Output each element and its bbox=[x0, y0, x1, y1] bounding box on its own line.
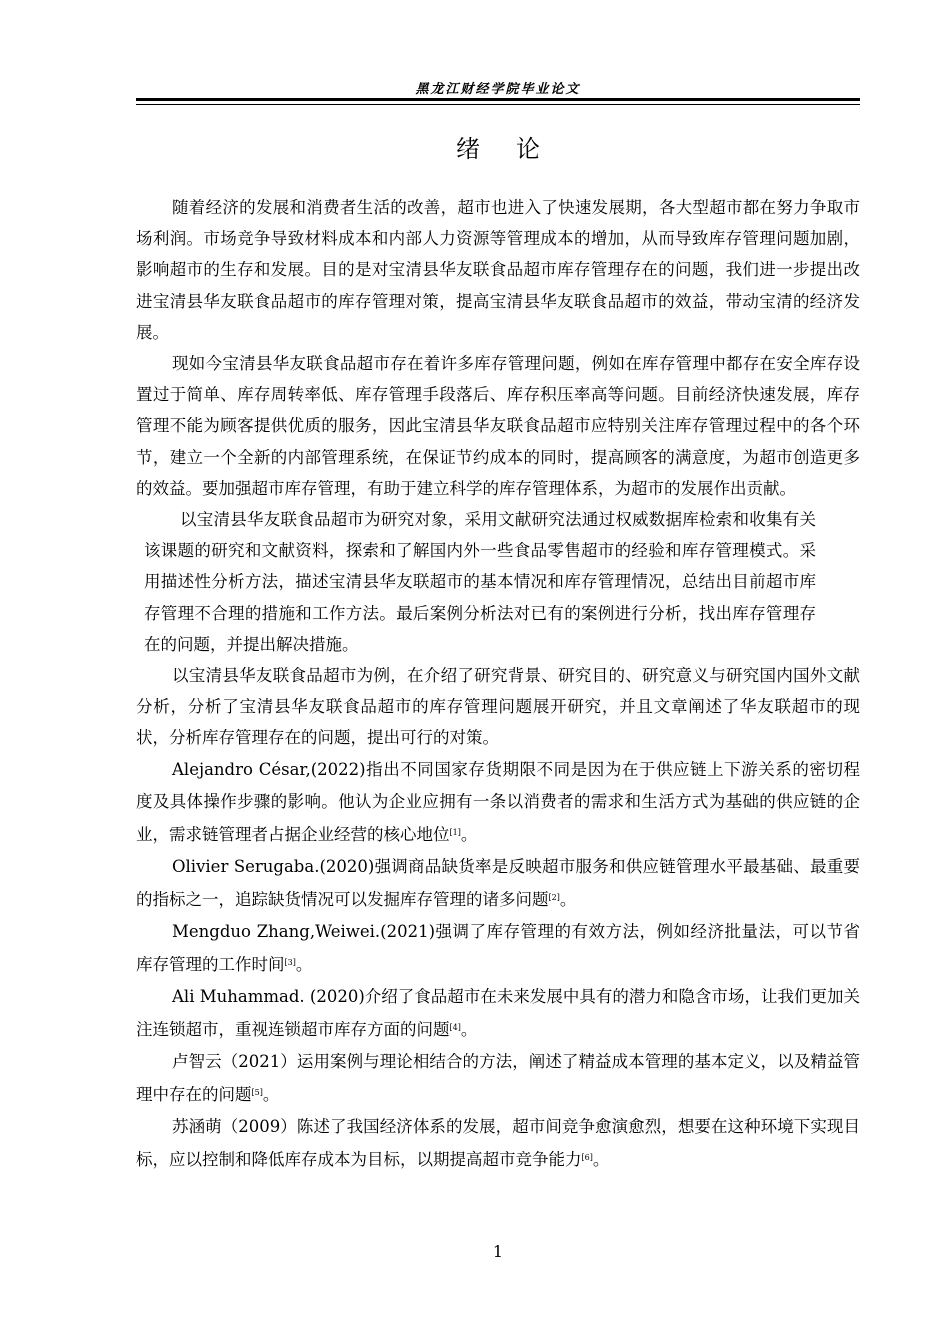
citation-ref: [4] bbox=[449, 1022, 461, 1032]
sentence-end: 。 bbox=[460, 824, 478, 844]
literature-text: Mengduo Zhang,Weiwei.(2021)强调了库存管理的有效方法，例如经济批量法，可以节省库存管理的工作时间 bbox=[136, 922, 860, 974]
literature-paragraph-3 bbox=[136, 916, 860, 981]
paragraph-4: 以宝清县华友联食品超市为例，在介绍了研究背景、研究目的、研究意义与研究国内国外文献分析，分析了宝清县华友联食品超市的库存管理问题展开研究，并且文章阐述了华友联超市的现状，分析库存管理存在的问题，提出可行的对策。 bbox=[136, 666, 860, 748]
sentence-end: 。 bbox=[559, 889, 577, 909]
literature-paragraph-1 bbox=[136, 754, 860, 852]
literature-text: Ali Muhammad. (2020)介绍了食品超市在未来发展中具有的潜力和隐含市场，让我们更加关注连锁超市，重视连锁超市库存方面的问题 bbox=[136, 987, 860, 1039]
literature-paragraph-2 bbox=[136, 851, 860, 916]
sentence-end: 。 bbox=[592, 1149, 610, 1169]
literature-text: Olivier Serugaba.(2020)强调商品缺货率是反映超市服务和供应链管理水平最基础、最重要的指标之一，追踪缺货情况可以发掘库存管理的诸多问题 bbox=[136, 857, 860, 909]
citation-ref: [3] bbox=[284, 957, 296, 967]
citation-ref: [5] bbox=[251, 1087, 263, 1097]
sentence-end: 。 bbox=[262, 1084, 280, 1104]
literature-text: 卢智云（2021）运用案例与理论相结合的方法，阐述了精益成本管理的基本定义，以及精益管理中存在的问题 bbox=[136, 1052, 860, 1104]
header-rule-thin bbox=[136, 104, 860, 105]
citation-ref: [1] bbox=[449, 827, 461, 837]
literature-paragraph-4 bbox=[136, 981, 860, 1046]
sentence-end: 。 bbox=[295, 954, 313, 974]
header-rule-thick bbox=[136, 98, 860, 101]
literature-paragraph-5 bbox=[136, 1046, 860, 1111]
paragraph-1: 随着经济的发展和消费者生活的改善，超市也进入了快速发展期，各大型超市都在努力争取市场利润。市场竞争导致材料成本和内部人力资源等管理成本的增加，从而导致库存管理问题加剧，影响超市的生存和发展。目的是对宝清县华友联食品超市库存管理存在的问题，我们进一步提出改进宝清县华友联食品超市的库存管理对策，提高宝清县华友联食品超市的效益，带动宝清的经济发展。 bbox=[136, 198, 860, 342]
literature-text: 苏涵萌（2009）陈述了我国经济体系的发展，超市间竞争愈演愈烈，想要在这种环境下实现目标，应以控制和降低库存成本为目标，以期提高超市竞争能力 bbox=[136, 1117, 860, 1169]
literature-text: Alejandro César,(2022)指出不同国家存货期限不同是因为在于供应链上下游关系的密切程度及具体操作步骤的影响。他认为企业应拥有一条以消费者的需求和生活方式为基础的供应链的企业，需求链管理者占据企业经营的核心地位 bbox=[136, 759, 860, 844]
citation-ref: [6] bbox=[581, 1152, 593, 1162]
sentence-end: 。 bbox=[460, 1019, 478, 1039]
page-title: 绪论 bbox=[456, 135, 576, 163]
paragraph-3: 以宝清县华友联食品超市为研究对象，采用文献研究法通过权威数据库检索和收集有关该课题的研究和文献资料，探索和了解国内外一些食品零售超市的经验和库存管理模式。采用描述性分析方法，描述宝清县华友联超市的基本情况和库存管理情况，总结出目前超市库存管理不合理的措施和工作方法。最后案例分析法对已有的案例进行分析，找出库存管理存在的问题，并提出解决措施。 bbox=[144, 510, 816, 654]
literature-paragraph-6 bbox=[136, 1111, 860, 1176]
paragraph-2: 现如今宝清县华友联食品超市存在着许多库存管理问题，例如在库存管理中都存在安全库存设置过于简单、库存周转率低、库存管理手段落后、库存积压率高等问题。目前经济快速发展，库存管理不能为顾客提供优质的服务，因此宝清县华友联食品超市应特别关注库存管理过程中的各个环节，建立一个全新的内部管理系统，在保证节约成本的同时，提高顾客的满意度，为超市创造更多的效益。要加强超市库存管理，有助于建立科学的库存管理体系，为超市的发展作出贡献。 bbox=[136, 354, 860, 498]
body-text bbox=[136, 192, 860, 1176]
page-number: 1 bbox=[492, 1242, 504, 1261]
running-header: 黑龙江财经学院毕业论文 bbox=[415, 82, 581, 97]
citation-ref: [2] bbox=[548, 892, 560, 902]
